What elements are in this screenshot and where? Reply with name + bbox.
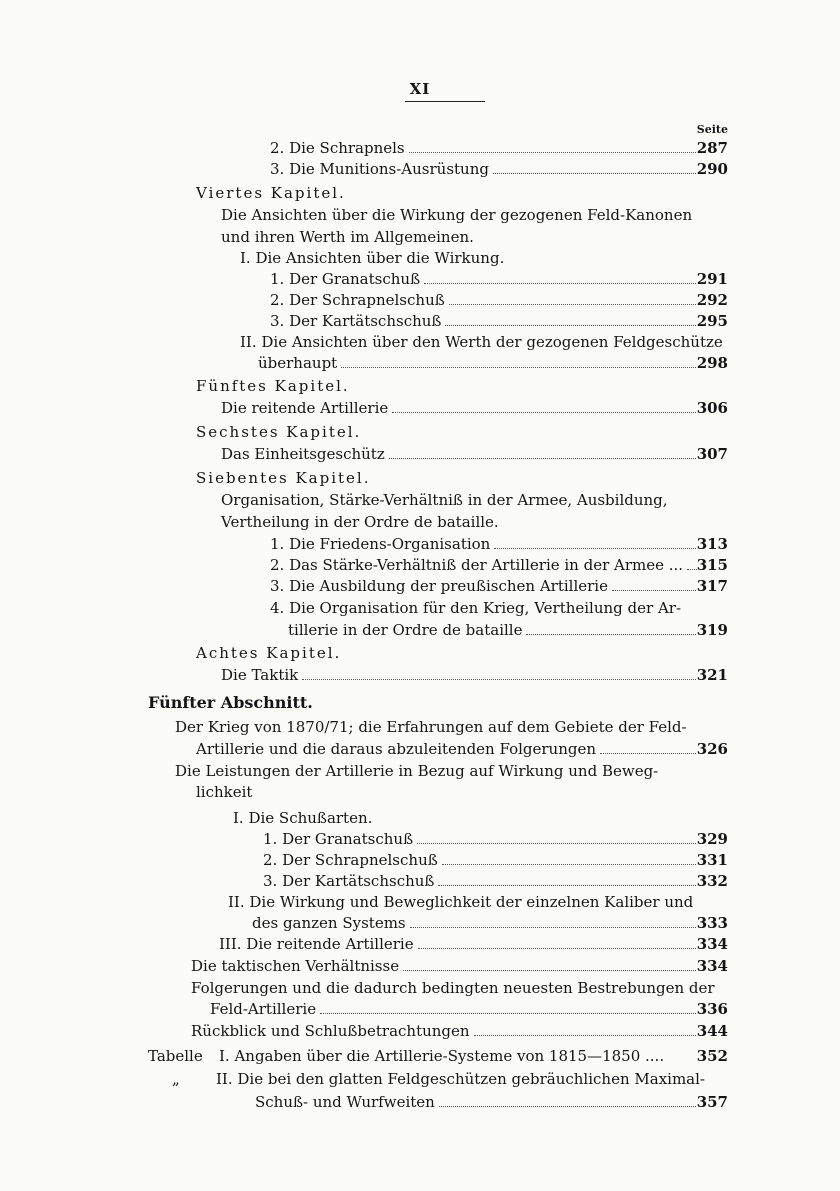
dot-leader [449,304,696,305]
dot-leader [445,325,696,326]
toc-entry-page: 315 [696,556,728,574]
toc-entry-title: des ganzen Systems [252,914,406,932]
toc-entry-title: 2. Der Schrapnelschuß [263,851,438,869]
toc-entry-title: lichkeit [196,783,253,801]
dot-leader [424,283,696,284]
toc-entry-title: 1. Der Granatschuß [263,830,414,848]
chapter-heading: Viertes Kapitel. [196,184,346,202]
toc-entry [0,693,840,715]
ditto-mark: „ [172,1070,180,1088]
toc-entry [0,1047,840,1069]
toc-entry [0,1000,840,1022]
toc-entry [0,184,840,206]
toc-entry-title: II. Die Ansichten über den Werth der gezogenen Feldgeschütze [240,333,723,351]
tabelle-label: Tabelle [148,1047,203,1065]
toc-entry [0,139,840,161]
toc-entry-page: 352 [696,1047,728,1065]
toc-entry-title: 1. Die Friedens-Organisation [270,535,491,553]
page-number: XI [409,80,431,98]
toc-entry-title: 2. Der Schrapnelschuß [270,291,445,309]
toc-entry-page: 357 [696,1093,728,1111]
toc-entry-page: 313 [696,535,728,553]
toc-entry [0,783,840,805]
toc-entry-page: 287 [696,139,728,157]
dot-leader [442,864,696,865]
toc-entry [0,513,840,535]
toc-entry [0,1022,840,1044]
dot-leader [302,679,696,680]
chapter-heading: Siebentes Kapitel. [196,469,371,487]
toc-entry [0,312,840,334]
toc-entry-title: Schuß- und Wurfweiten [255,1093,435,1111]
dot-leader [439,1106,696,1107]
toc-entry-page: 334 [696,957,728,975]
toc-entry [0,423,840,445]
toc-entry [0,577,840,599]
toc-entry-title: II. Die bei den glatten Feldgeschützen gebräuchlichen Maximal- [216,1070,705,1088]
toc-entry [0,599,840,621]
toc-entry [0,160,840,182]
toc-entry [0,377,840,399]
chapter-heading: Achtes Kapitel. [196,644,342,662]
toc-entry-page: 291 [696,270,728,288]
toc-entry-title: überhaupt [258,354,338,372]
toc-entry-page: 306 [696,399,728,417]
toc-entry [0,445,840,467]
dot-leader [320,1013,696,1014]
page-column-label: Seite [696,123,728,136]
dot-leader [392,412,696,413]
toc-entry [0,979,840,1001]
dot-leader [403,970,696,971]
toc-entry [0,809,840,831]
toc-entry-page: 329 [696,830,728,848]
toc-entry-title: Die taktischen Verhältnisse [191,957,400,975]
toc-entry [0,556,840,578]
dot-leader [494,548,696,549]
dot-leader [341,367,696,368]
toc-entry-page: 336 [696,1000,728,1018]
toc-entry-title: 3. Die Munitions-Ausrüstung [270,160,489,178]
dot-leader [474,1035,696,1036]
toc-entry-title: Die Ansichten über die Wirkung der gezogenen Feld-Kanonen [221,206,693,224]
toc-entry-title: III. Die reitende Artillerie [219,935,414,953]
toc-entry-title: Artillerie und die daraus abzuleitenden Folgerungen [196,740,597,758]
toc-entry-page: 319 [696,621,728,639]
toc-entry [0,893,840,915]
toc-entry [0,718,840,740]
toc-entry [0,644,840,666]
toc-entry [0,228,840,250]
toc-entry-title: Die Leistungen der Artillerie in Bezug auf Wirkung und Beweg- [175,762,659,780]
toc-entry-page: 321 [696,666,728,684]
toc-entry-page: 331 [696,851,728,869]
toc-entry-title: Der Krieg von 1870/71; die Erfahrungen auf dem Gebiete der Feld- [175,718,687,736]
toc-entry-title: Folgerungen und die dadurch bedingten neuesten Bestrebungen der [191,979,715,997]
toc-entry-page: 332 [696,872,728,890]
dot-leader [389,458,696,459]
toc-entry [0,1093,840,1115]
toc-entry-page: 290 [696,160,728,178]
toc-entry [0,535,840,557]
toc-entry-page: 334 [696,935,728,953]
toc-entry [0,291,840,313]
toc-entry [0,469,840,491]
toc-entry [0,935,840,957]
toc-entry-title: I. Die Ansichten über die Wirkung. [240,249,505,267]
toc-entry-title: Die Taktik [221,666,299,684]
toc-entry-title: Rückblick und Schlußbetrachtungen [191,1022,470,1040]
toc-entry [0,740,840,762]
toc-entry [0,1070,840,1092]
toc-entry [0,206,840,228]
toc-entry-page: 298 [696,354,728,372]
toc-entry [0,399,840,421]
toc-entry-title: 3. Die Ausbildung der preußischen Artillerie [270,577,608,595]
toc-entry [0,872,840,894]
chapter-heading: Fünftes Kapitel. [196,377,350,395]
toc-entry-page: 333 [696,914,728,932]
toc-entry-page: 344 [696,1022,728,1040]
toc-entry [0,914,840,936]
toc-entry-title: 3. Der Kartätschschuß [270,312,442,330]
toc-entry-title: tillerie in der Ordre de bataille [288,621,523,639]
toc-entry-title: Das Einheitsgeschütz [221,445,385,463]
toc-entry [0,249,840,271]
dot-leader [493,173,696,174]
header-rule [405,101,485,102]
toc-entry [0,762,840,784]
toc-entry-page: 292 [696,291,728,309]
dot-leader [526,634,696,635]
toc-entry [0,333,840,355]
toc-entry-title: I. Die Schußarten. [233,809,373,827]
toc-entry-page: 317 [696,577,728,595]
dot-leader [612,590,696,591]
dot-leader [409,152,696,153]
toc-entry-title: Vertheilung in der Ordre de bataille. [221,513,499,531]
toc-entry-page: 307 [696,445,728,463]
toc-entry-title: Feld-Artillerie [210,1000,317,1018]
toc-entry [0,354,840,376]
chapter-heading: Sechstes Kapitel. [196,423,362,441]
section-heading: Fünfter Abschnitt. [148,693,313,712]
dot-leader [417,843,696,844]
dot-leader [418,948,696,949]
toc-entry-page: 295 [696,312,728,330]
dot-leader [438,885,696,886]
toc-entry-title: Die reitende Artillerie [221,399,389,417]
toc-entry-title: 2. Das Stärke-Verhältniß der Artillerie in der Armee ... [270,556,684,574]
toc-entry-title: II. Die Wirkung und Beweglichkeit der einzelnen Kaliber und [228,893,694,911]
toc-entry-title: I. Angaben über die Artillerie-Systeme von 1815—1850 .... [219,1047,665,1065]
toc-entry-title: Organisation, Stärke-Verhältniß in der Armee, Ausbildung, [221,491,668,509]
dot-leader [600,753,696,754]
toc-entry [0,491,840,513]
toc-entry-title: 3. Der Kartätschschuß [263,872,435,890]
toc-entry [0,851,840,873]
toc-entry-title: und ihren Werth im Allgemeinen. [221,228,474,246]
toc-entry-title: 2. Die Schrapnels [270,139,405,157]
toc-entry [0,270,840,292]
toc-entry-page: 326 [696,740,728,758]
toc-entry [0,957,840,979]
toc-entry-title: 1. Der Granatschuß [270,270,421,288]
toc-entry [0,830,840,852]
toc-entry [0,666,840,688]
dot-leader [410,927,696,928]
toc-entry-title: 4. Die Organisation für den Krieg, Vertheilung der Ar- [270,599,682,617]
toc-entry [0,621,840,643]
